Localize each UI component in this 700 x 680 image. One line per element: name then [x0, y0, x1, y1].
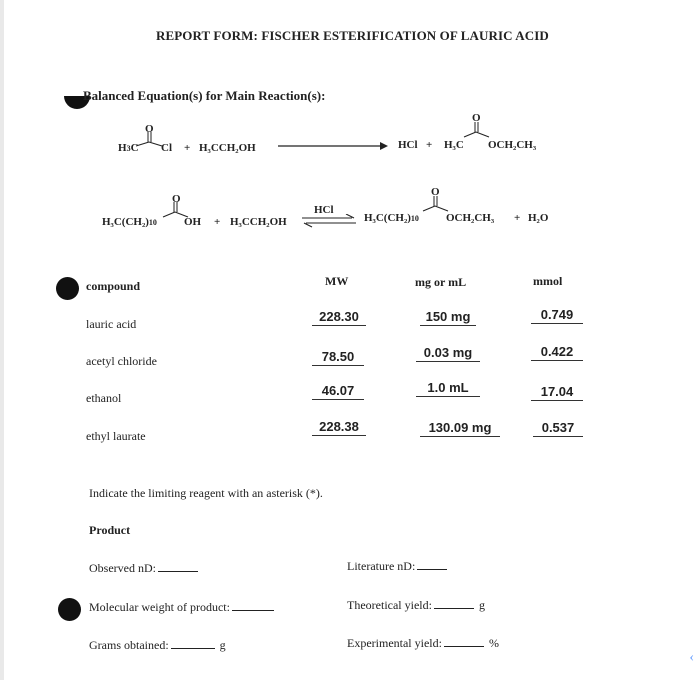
molecular-weight-label: Molecular weight of product: — [89, 600, 230, 614]
grams-obtained-blank[interactable] — [171, 647, 215, 649]
header-compound: compound — [86, 279, 141, 293]
carbonyl-oxygen: O — [172, 193, 181, 205]
molecular-weight-field — [89, 600, 274, 615]
header-mmol: mmol — [533, 274, 563, 288]
plus-sign: + — [214, 216, 221, 228]
hcl-product: HCl — [398, 139, 418, 151]
literature-nd-label: Literature nD: — [347, 559, 416, 573]
ethyl-laurate-chain: H₃C(CH₂)10 — [364, 212, 419, 224]
mmol-value: 0.749 — [531, 307, 583, 324]
ethoxy-group: OCH₂CH₃ — [488, 139, 537, 151]
molecular-weight-blank[interactable] — [232, 609, 274, 611]
experimental-yield-blank[interactable] — [444, 645, 484, 647]
compound-name: lauric acid — [86, 317, 137, 331]
equilibrium-arrow-icon — [300, 214, 360, 228]
amount-value: 150 mg — [420, 309, 476, 326]
amount-value: 0.03 mg — [416, 345, 480, 362]
mmol-value: 0.537 — [533, 420, 583, 437]
compound-name: acetyl chloride — [86, 354, 157, 368]
theoretical-yield-label: Theoretical yield: — [347, 598, 432, 612]
grams-obtained-unit: g — [219, 638, 226, 652]
experimental-yield-field — [347, 636, 499, 651]
plus-sign: + — [184, 142, 191, 154]
chevron-left-icon[interactable]: ‹ — [689, 650, 694, 665]
amount-value: 1.0 mL — [416, 380, 480, 397]
reaction-arrow-icon — [278, 141, 388, 151]
compound-name: ethanol — [86, 391, 122, 405]
acetyl-chloride-methyl: H3C — [118, 142, 139, 154]
bullet-marker — [56, 277, 79, 300]
chloride-group: Cl — [161, 142, 172, 154]
page-edge — [0, 0, 4, 680]
compound-name: ethyl laurate — [86, 429, 146, 443]
lauric-acid-chain: H₃C(CH₂)10 — [102, 216, 157, 228]
mmol-value: 0.422 — [531, 344, 583, 361]
observed-nd-blank[interactable] — [158, 570, 198, 572]
water-formula: H₂O — [528, 212, 549, 224]
plus-sign: + — [514, 212, 521, 224]
mw-value: 46.07 — [312, 383, 364, 400]
carbonyl-oxygen: O — [472, 112, 481, 124]
hydroxyl-group: OH — [184, 216, 202, 228]
carbonyl-oxygen: O — [431, 186, 440, 198]
theoretical-yield-blank[interactable] — [434, 607, 474, 609]
theoretical-yield-unit: g — [478, 598, 485, 612]
carbonyl-oxygen: O — [145, 123, 154, 135]
plus-sign: + — [426, 139, 433, 151]
ethanol-formula: H₃CCH₂OH — [230, 216, 287, 228]
mw-value: 78.50 — [312, 349, 364, 366]
equation-label: Balanced Equation(s) for Main Reaction(s): — [83, 88, 326, 103]
mmol-value: 17.04 — [531, 384, 583, 401]
observed-nd-field — [89, 561, 198, 576]
experimental-yield-unit: % — [488, 636, 499, 650]
header-mw: MW — [325, 274, 349, 288]
header-amount: mg or mL — [415, 275, 467, 289]
grams-obtained-label: Grams obtained: — [89, 638, 169, 652]
literature-nd-field — [347, 559, 447, 574]
amount-value: 130.09 mg — [420, 420, 500, 437]
experimental-yield-label: Experimental yield: — [347, 636, 442, 650]
observed-nd-label: Observed nD: — [89, 561, 156, 575]
theoretical-yield-field — [347, 598, 485, 613]
bullet-marker — [58, 598, 81, 621]
product-heading: Product — [89, 523, 131, 537]
ethoxy-group: OCH₂CH₃ — [446, 212, 495, 224]
mw-value: 228.38 — [312, 419, 366, 436]
grams-obtained-field — [89, 638, 226, 653]
page-title: REPORT FORM: FISCHER ESTERIFICATION OF LAURIC ACID — [156, 28, 549, 43]
ethanol-formula: H₃CCH₂OH — [199, 142, 256, 154]
literature-nd-blank[interactable] — [417, 568, 447, 570]
catalyst-label: HCl — [314, 204, 334, 216]
mw-value: 228.30 — [312, 309, 366, 326]
ethyl-acetate-methyl: H₃C — [444, 139, 464, 151]
limiting-reagent-note: Indicate the limiting reagent with an asterisk (*). — [89, 486, 323, 500]
